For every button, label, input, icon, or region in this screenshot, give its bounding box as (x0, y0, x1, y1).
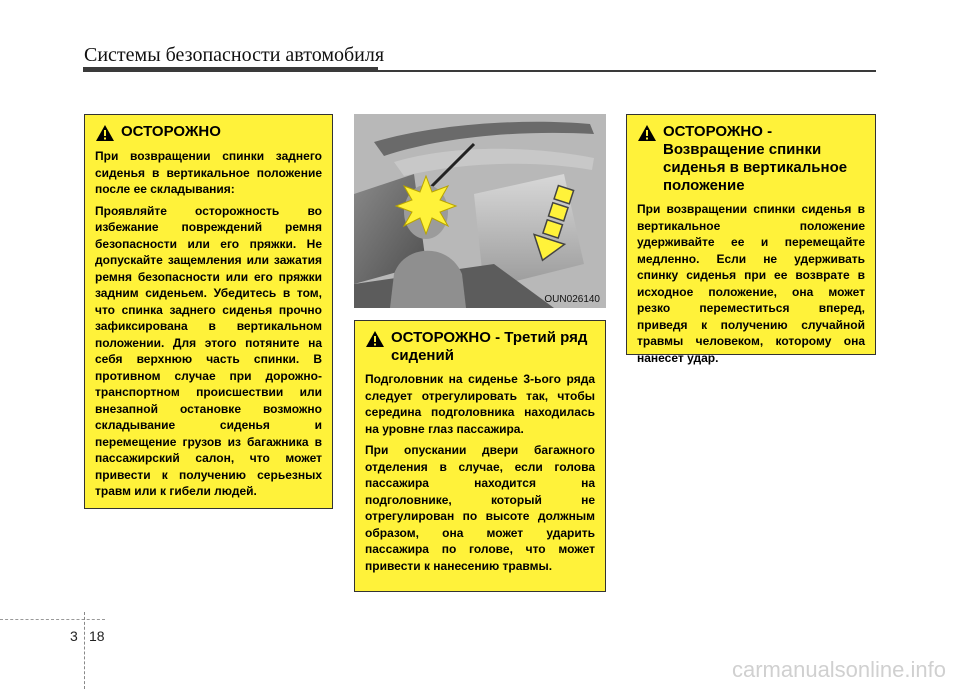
warning-header (365, 329, 595, 365)
warning-paragraph: Проявляйте осторожность во избежание повреждений ремня безопасности или его пряжки. Не допускайте защемления или зажатия ремня безопасности или его пряжки задним сиденьем. Убедитесь в том, что спинка заднего сиденья прочно зафиксирована в вертикальном положении. Для этого потяните на себя верхнюю часть спинки. В противном случае при дорожно-транспортном происшествии или внезапной остановке возможно складывание сиденья и перемещение грузов из багажника в пассажирский салон, что может привести к получению серьезных травм или к гибели людей. (95, 203, 322, 498)
warning-triangle-icon (637, 124, 657, 142)
warning-paragraph: При опускании двери багажного отделения в случае, если голова пассажира находится на подголовнике, который не отрегулирован по высоте должным образом, она может ударить пассажира по голове, что может привести к нанесению травмы. (365, 443, 595, 573)
liftgate-impact-drawing (354, 114, 606, 308)
warning-box-third-row (354, 320, 606, 592)
section-number: 3 (70, 628, 78, 644)
seat-headrest-illustration (354, 114, 606, 308)
warning-triangle-icon (95, 124, 115, 142)
watermark: carmanualsonline.info (731, 657, 946, 682)
header-rule-thick (83, 67, 378, 72)
footer-separator (84, 612, 85, 689)
warning-box-rear-seat (84, 114, 333, 509)
header-rule-thin (378, 70, 876, 72)
warning-paragraph: При возвращении спинки заднего сиденья в вертикальное положение после ее складывания: (95, 149, 322, 196)
footer-rule (0, 619, 105, 620)
illustration-code: OUN026140 (544, 294, 600, 305)
warning-title: ОСТОРОЖНО - Третий ряд сидений (391, 329, 588, 364)
warning-header (637, 123, 865, 195)
warning-title: ОСТОРОЖНО - Возвращение спинки сиденья в вертикальное положение (663, 123, 848, 194)
page-number: 18 (89, 628, 105, 644)
warning-paragraph: Подголовник на сиденье 3-ього ряда следует отрегулировать так, чтобы середина подголовника находилась на уровне глаз пассажира. (365, 372, 595, 436)
warning-box-seatback-return (626, 114, 876, 365)
warning-header (95, 123, 322, 142)
warning-triangle-icon (365, 330, 385, 348)
warning-paragraph: При возвращении спинки сиденья в вертикальное положение удерживайте ее и перемещайте медленно. Если не удерживать спинку сиденья при ее возврате в исходное положение, она может резко переместиться вперед, приведя к получению случайной травмы человеком, которому она нанесет удар. (637, 202, 865, 365)
warning-title: ОСТОРОЖНО (121, 123, 221, 140)
page-header-title: Системы безопасности автомобиля (84, 44, 385, 66)
